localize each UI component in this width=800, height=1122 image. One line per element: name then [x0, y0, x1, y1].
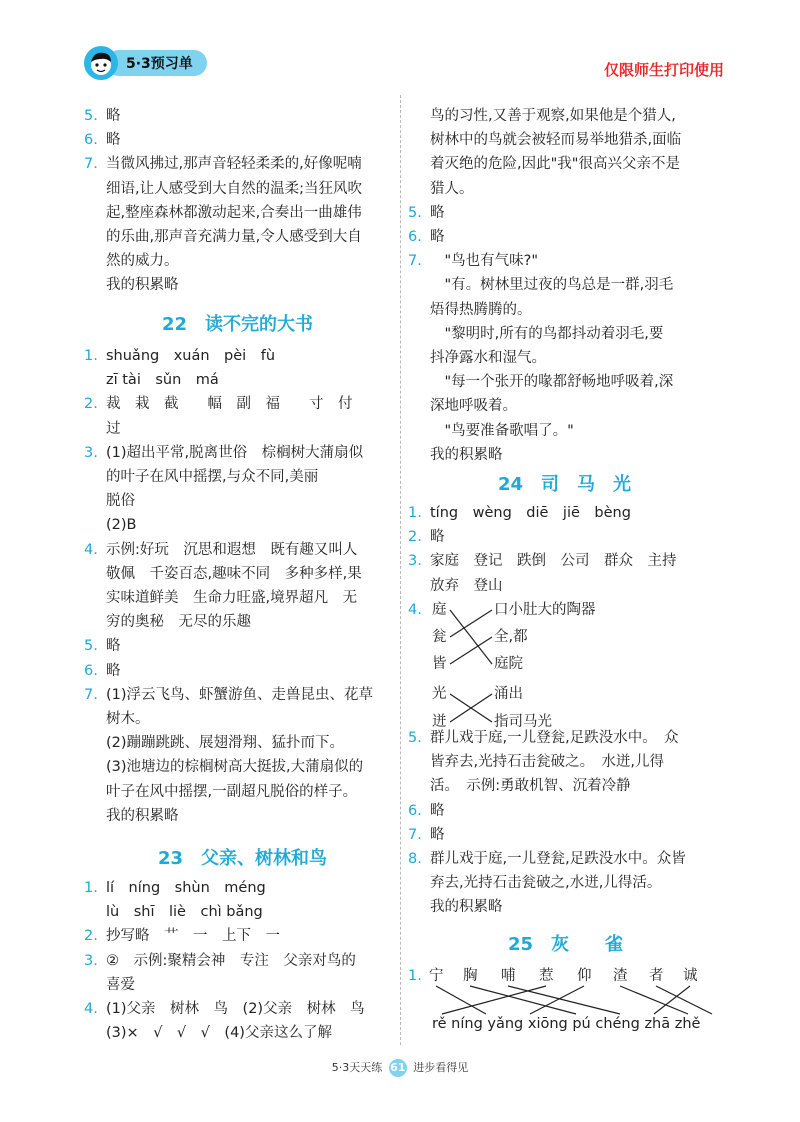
answer-text: "鸟也有气味?" [430, 253, 539, 270]
answer-line [84, 441, 364, 465]
answer-text: 裁 栽 截 幅 副 福 寸 付 [106, 396, 353, 413]
answer-text: lù shī liè chì bǎng [106, 904, 263, 921]
answer-text: 放弃 登山 [430, 577, 503, 594]
match-right-item: 全,都 [494, 629, 528, 645]
lesson-title: 23 父亲、树林和鸟 [158, 848, 328, 869]
question-number: 2. [84, 396, 98, 413]
answer-text: 我的积累略 [106, 277, 179, 294]
match-char: 者 [649, 968, 664, 984]
question-number: 3. [408, 553, 422, 570]
answer-text: 起,整座森林都激动起来,合奏出一曲雄伟 [106, 204, 362, 221]
answer-line [408, 501, 631, 525]
answer-text: 略 [106, 638, 121, 655]
answer-text: 我的积累略 [106, 807, 179, 824]
answer-text: 叶子在风中摇摆,一副超凡脱俗的样子。 [106, 783, 358, 800]
answer-text: 穷的奥秘 无尽的乐趣 [106, 614, 251, 631]
answer-text: 树林中的鸟就会被轻而易举地猎杀,面临 [430, 132, 682, 149]
question-number: 4. [84, 541, 98, 558]
match-line [450, 610, 492, 664]
answer-text: 略 [430, 204, 445, 221]
answer-text: 群儿戏于庭,一儿登瓮,足跌没水中。众皆 [430, 851, 686, 867]
answer-text: 深地呼吸着。 [430, 398, 517, 415]
answer-line [408, 201, 445, 225]
answer-line [84, 128, 121, 152]
answer-text: "有。树林里过夜的鸟总是一群,羽毛 [430, 277, 674, 294]
match-char: 哺 [501, 968, 516, 984]
match-char: 仰 [577, 968, 592, 984]
page-number: 61 [389, 1059, 407, 1077]
question-number: 3. [84, 444, 98, 461]
answer-text: 猎人。 [430, 180, 474, 197]
question-number: 1. [408, 968, 422, 984]
answer-text: tíng wèng diē jiē bèng [430, 505, 631, 521]
match-line [436, 986, 486, 1014]
answer-text: 敬佩 千姿百态,趣味不同 多种多样,果 [106, 565, 362, 582]
answer-text: 树木。 [106, 711, 150, 727]
question-number: 7. [408, 253, 422, 270]
answer-text: 的叶子在风中摇摆,与众不同,美丽 [106, 469, 319, 485]
footer-left: 5·3天天练 [331, 1061, 383, 1074]
answer-text: 略 [106, 108, 121, 124]
answer-text: (1)父亲 树林 鸟 (2)父亲 树林 鸟 [106, 1001, 365, 1017]
page-footer [0, 1059, 800, 1077]
answer-line [84, 949, 356, 973]
print-notice: 仅限师生打印使用 [603, 61, 724, 79]
answer-text: 的乐曲,那声音充满力量,令人感受到大自 [106, 229, 362, 245]
answer-text: zī tài sǔn má [106, 372, 219, 389]
match-lines [408, 598, 488, 738]
answer-text: 活。 示例:勇敢机智、沉着冷静 [430, 778, 631, 795]
answer-line [84, 538, 358, 562]
question-number: 6. [84, 132, 98, 149]
question-number: 2. [408, 529, 422, 546]
question-number: 6. [408, 229, 422, 245]
answer-text: 略 [106, 662, 121, 679]
lesson-title: 22 读不完的大书 [162, 314, 314, 335]
answer-text: (2)蹦蹦跳跳、展翅滑翔、猛扑而下。 [106, 735, 345, 752]
answer-text: "鸟要准备歌唱了。" [430, 422, 574, 439]
match-line [530, 986, 584, 1014]
answer-text: 细语,让人感受到大自然的温柔;当狂风吹 [106, 180, 362, 197]
answer-text: 略 [430, 826, 445, 843]
badge-label: 5·3预习单 [106, 50, 207, 76]
answer-text: 喜爱 [106, 976, 135, 993]
answer-text: "每一个张开的喙都舒畅地呼吸着,深 [430, 374, 674, 391]
answer-line [84, 634, 121, 658]
match-lines [408, 964, 728, 1024]
question-number: 7. [408, 826, 422, 843]
answer-text: 示例:好玩 沉思和遐想 既有趣又叫人 [106, 541, 358, 558]
answer-line [408, 225, 445, 249]
match-left-item: 皆 [432, 656, 447, 672]
match-right-item: 庭院 [494, 656, 523, 672]
answer-line [408, 549, 677, 573]
footer-right: 进步看得见 [413, 1061, 469, 1074]
answer-text: 家庭 登记 跌倒 公司 群众 主持 [430, 553, 677, 570]
answer-line [408, 249, 539, 273]
answer-text: 群儿戏于庭,一儿登瓮,足跌没水中。 众 [430, 730, 679, 746]
answer-text: (1)超出平常,脱离世俗 棕榈树大蒲扇似 [106, 444, 364, 461]
answer-text: 焐得热腾腾的。 [430, 301, 532, 318]
answer-text: 实味道鲜美 生命力旺盛,境界超凡 无 [106, 590, 358, 606]
answer-text: 我的积累略 [430, 899, 503, 916]
answer-text: 我的积累略 [430, 446, 503, 463]
match-char: 渣 [613, 968, 628, 984]
answer-line [84, 924, 280, 948]
answer-line [84, 659, 121, 683]
match-line [442, 986, 546, 1014]
answer-line [84, 152, 362, 176]
question-number: 6. [84, 662, 98, 679]
match-right-item: 涌出 [494, 686, 523, 702]
question-number: 7. [84, 156, 98, 173]
question-number: 1. [408, 505, 422, 521]
answer-line [84, 344, 276, 368]
cartoon-boy-icon [84, 46, 118, 80]
answer-text: lí níng shùn méng [106, 880, 266, 896]
question-number: 7. [84, 686, 98, 703]
match-right-item: 口小肚大的陶器 [494, 602, 596, 618]
answer-line [84, 392, 353, 416]
answer-text: 着灭绝的危险,因此"我"很高兴父亲不是 [430, 156, 680, 173]
match-left-item: 迸 [432, 714, 447, 730]
question-number: 8. [408, 851, 422, 867]
answer-text: 略 [430, 529, 445, 546]
question-number: 5. [408, 730, 422, 746]
match-line [450, 610, 492, 637]
answer-text: 略 [430, 802, 445, 819]
match-char: 诚 [683, 968, 698, 984]
answer-text: 弃去,光持石击瓮破之,水迸,儿得活。 [430, 875, 662, 892]
match-char: 惹 [539, 968, 554, 984]
answer-text: (3)× √ √ √ (4)父亲这么了解 [106, 1025, 332, 1042]
answer-text: 抖净露水和湿气。 [430, 350, 546, 366]
match-line [450, 637, 492, 664]
column-divider [400, 95, 401, 1045]
answer-line [408, 847, 686, 871]
question-number: 6. [408, 802, 422, 819]
match-char: 胸 [463, 968, 478, 984]
match-right-item: 指司马光 [494, 714, 552, 730]
question-number: 2. [84, 928, 98, 945]
answer-text: 当微风拂过,那声音轻轻柔柔的,好像呢喃 [106, 156, 362, 173]
answer-line [408, 525, 445, 549]
match-left-item: 光 [432, 686, 447, 702]
answer-line [84, 997, 365, 1021]
match-line [620, 986, 688, 1014]
answer-text: 然的威力。 [106, 253, 179, 270]
question-number: 5. [84, 638, 98, 655]
match-char: 宁 [429, 968, 444, 984]
question-number: 5. [84, 108, 98, 124]
answer-text: 抄写略 艹 一 上下 一 [106, 928, 280, 945]
answer-text: 略 [430, 229, 445, 245]
answer-line [408, 799, 445, 823]
answer-text: "黎明时,所有的鸟都抖动着羽毛,要 [430, 325, 664, 342]
answer-text: (2)B [106, 517, 137, 534]
answer-text: shuǎng xuán pèi fù [106, 348, 276, 364]
question-number: 1. [84, 348, 98, 364]
answer-text: 皆弃去,光持石击瓮破之。 水迸,儿得 [430, 754, 664, 771]
question-number: 4. [84, 1001, 98, 1017]
match-left-item: 瓮 [432, 629, 447, 645]
answer-text: (3)池塘边的棕榈树高大挺拔,大蒲扇似的 [106, 759, 364, 776]
header-badge [84, 45, 207, 81]
question-number: 3. [84, 952, 98, 969]
question-number: 4. [408, 602, 422, 618]
answer-line [84, 683, 374, 707]
answer-text: 鸟的习性,又善于观察,如果他是个猎人, [430, 108, 676, 124]
answer-text: 脱俗 [106, 493, 135, 510]
match-left-item: 庭 [432, 602, 447, 618]
lesson-title: 25 灰 雀 [508, 934, 624, 955]
answer-line [408, 823, 445, 847]
question-number: 5. [408, 204, 422, 221]
answer-text: 过 [106, 420, 121, 437]
question-number: 1. [84, 880, 98, 896]
answer-line [84, 876, 266, 900]
answer-text: ② 示例:聚精会神 专注 父亲对鸟的 [106, 952, 356, 969]
answer-line [408, 726, 679, 750]
lesson-title: 24 司 马 光 [498, 474, 632, 495]
answer-line [84, 104, 121, 128]
match-pinyin-row: rě níng yǎng xiōng pú chéng zhā zhě [432, 1016, 701, 1032]
answer-text: 略 [106, 132, 121, 149]
answer-text: (1)浮云飞鸟、虾蟹游鱼、走兽昆虫、花草 [106, 686, 374, 703]
